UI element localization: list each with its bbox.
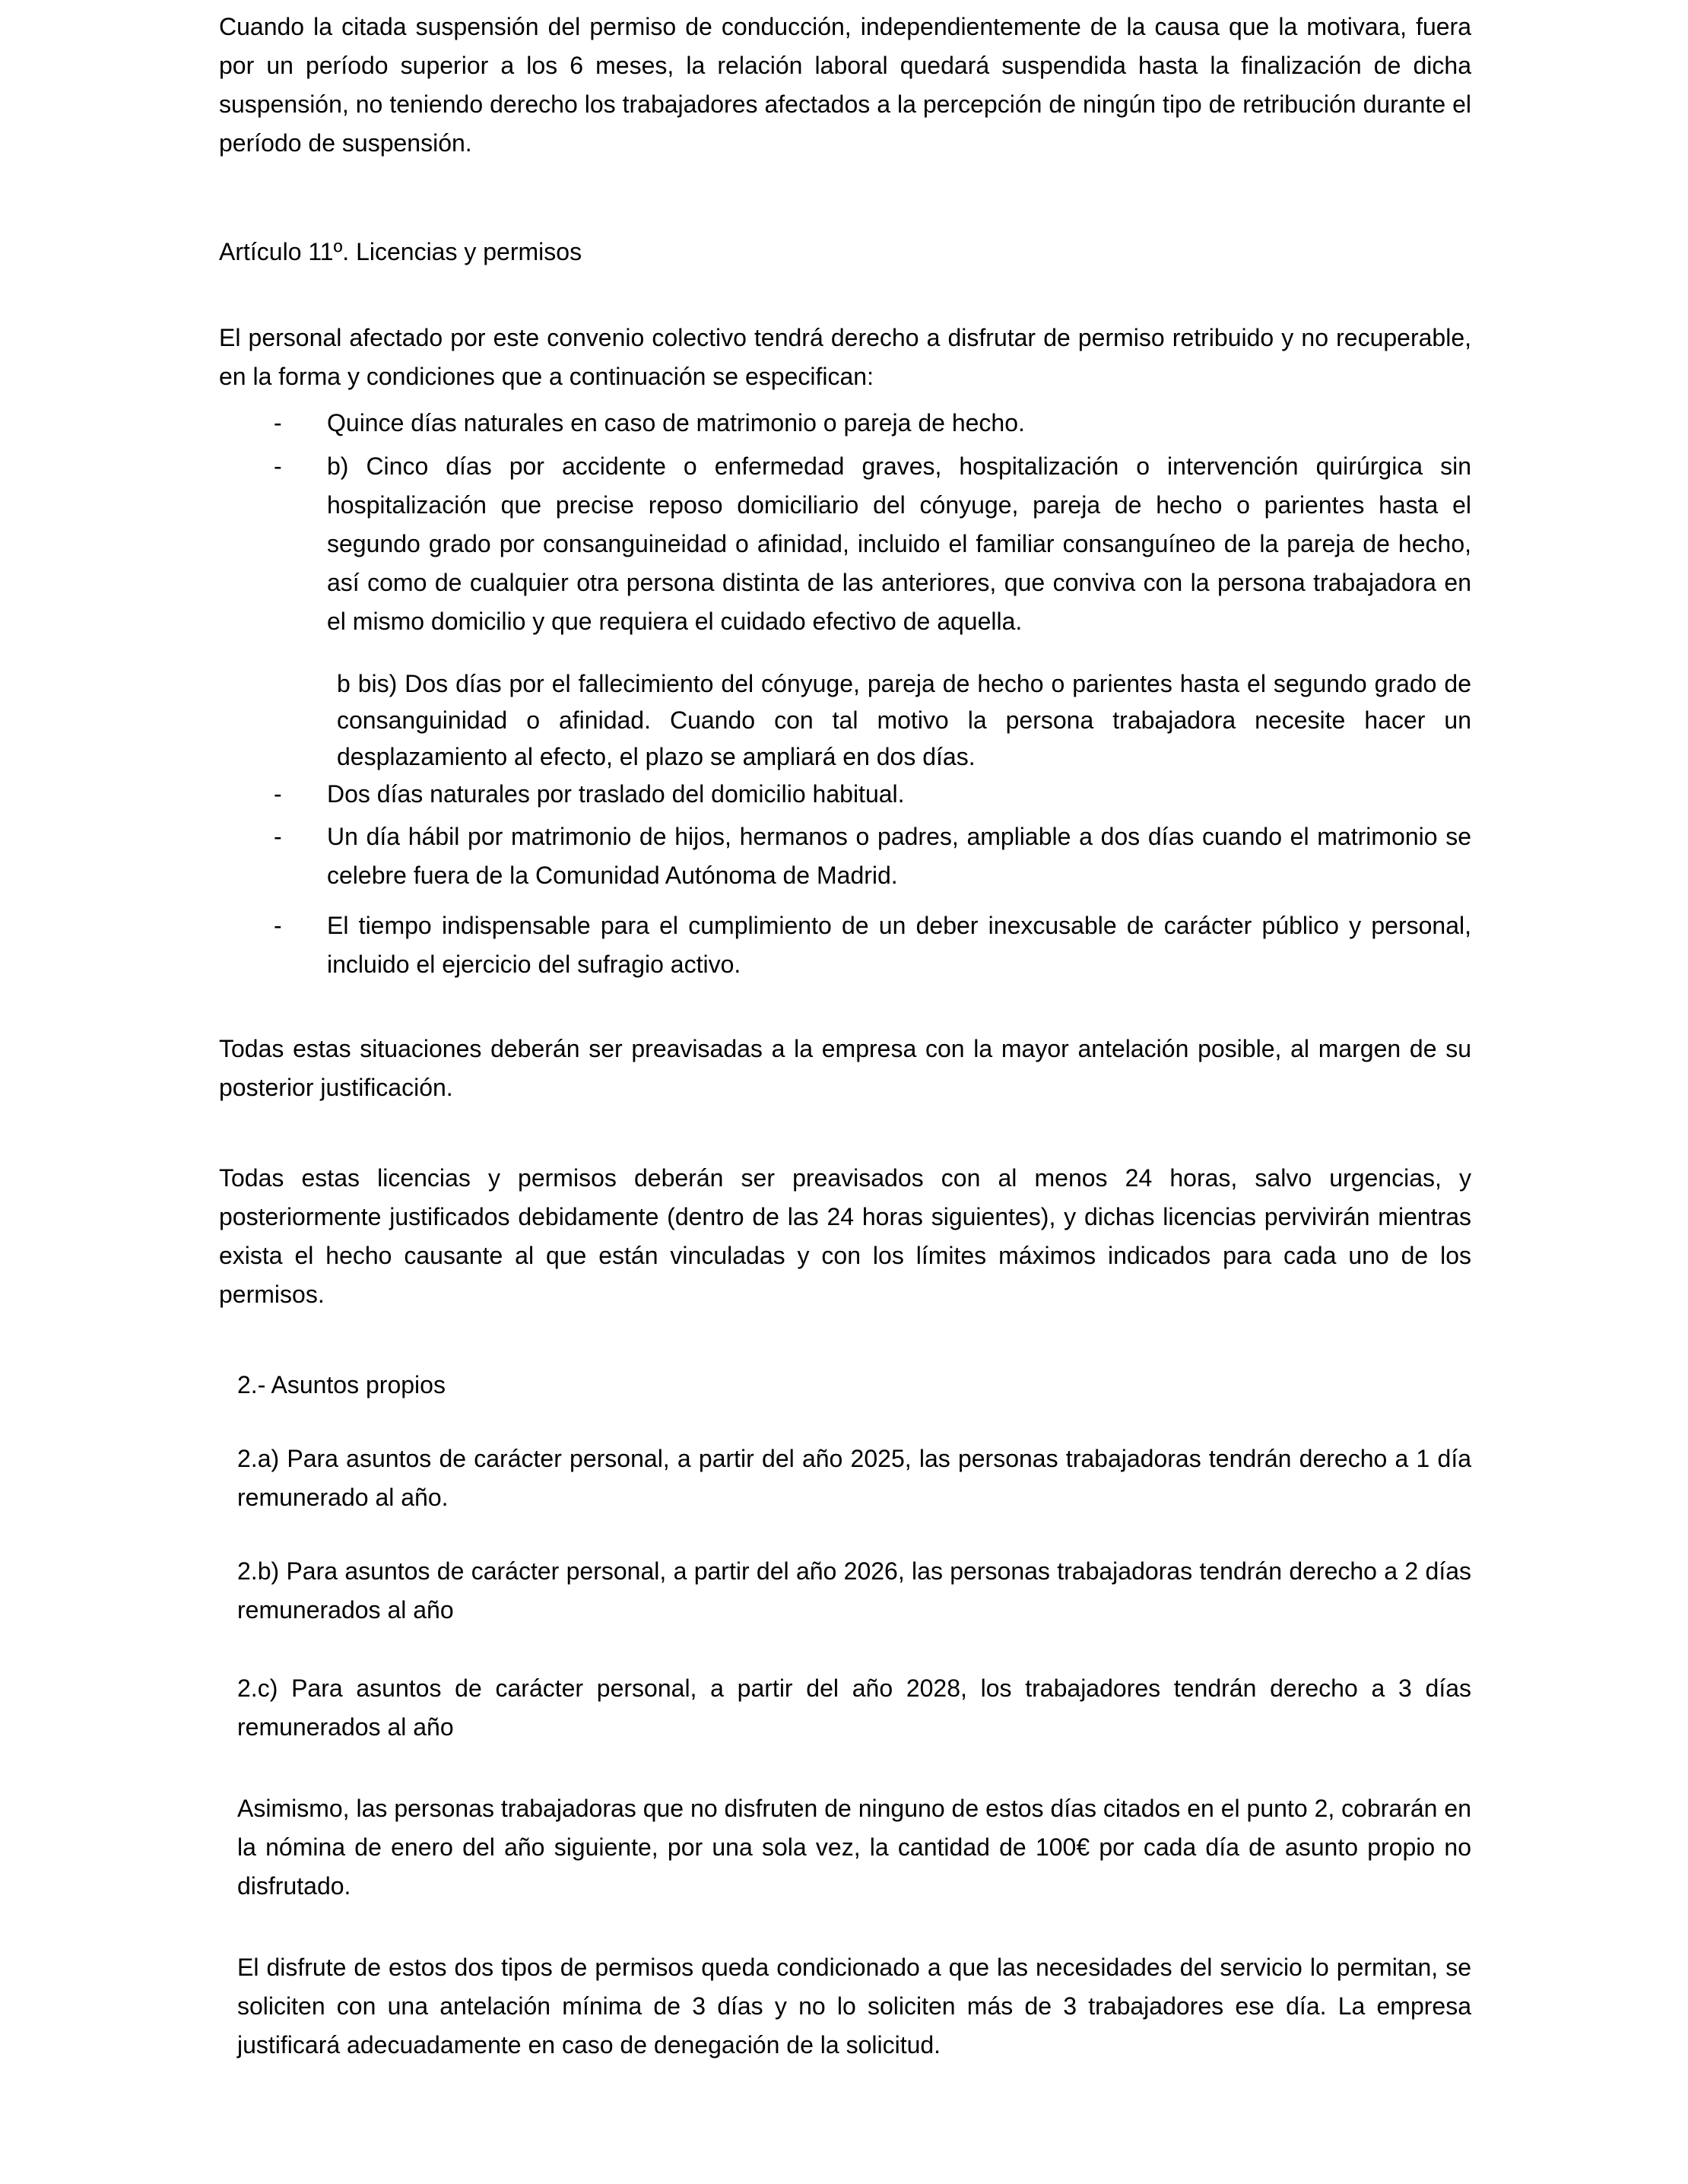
subheading-asuntos-propios: 2.- Asuntos propios <box>237 1371 446 1398</box>
paragraph-suspension-permiso-conduccion: Cuando la citada suspensión del permiso de conducción, independientemente de la causa que la motivara, fuera por un período superior a los 6 meses, la relación laboral quedará suspendida hasta la finalización de dicha suspensión, no teniendo derecho los trabajadores afectados a la percepción de ningún tipo de retribución durante el período de suspensión. <box>219 13 1471 157</box>
document-body <box>219 8 1471 2065</box>
dash-bullet: - <box>274 452 282 480</box>
dash-bullet: - <box>274 780 282 808</box>
list-item-deber-inexcusable <box>219 906 1471 984</box>
list-item-text: Quince días naturales en caso de matrimonio o pareja de hecho. <box>327 409 1025 436</box>
list-item-text: b) Cinco días por accidente o enfermedad graves, hospitalización o intervención quirúrgica sin hospitalización que precise reposo domiciliario del cónyuge, pareja de hecho o parientes hasta el segundo grado por consanguineidad o afinidad, incluido el familiar consanguíneo de la pareja de hecho, así como de cualquier otra persona distinta de las anteriores, que conviva con la persona trabajadora en el mismo domicilio y que requiera el cuidado efectivo de aquella. <box>327 452 1471 635</box>
list-item-matrimonio-familiares <box>219 817 1471 895</box>
dash-bullet: - <box>274 823 282 850</box>
paragraph-preaviso-situaciones: Todas estas situaciones deberán ser preavisadas a la empresa con la mayor antelación posible, al margen de su posterior justificación. <box>219 1035 1471 1101</box>
article-11-heading: Artículo 11º. Licencias y permisos <box>219 238 582 265</box>
paragraph-2b-2026: 2.b) Para asuntos de carácter personal, a partir del año 2026, las personas trabajadoras tendrán derecho a 2 días remunerados al año <box>237 1557 1471 1624</box>
paragraph-permiso-retribuido-intro: El personal afectado por este convenio colectivo tendrá derecho a disfrutar de permiso retribuido y no recuperable, en la forma y condiciones que a continuación se especifican: <box>219 324 1471 390</box>
paragraph-2a-2025: 2.a) Para asuntos de carácter personal, a partir del año 2025, las personas trabajadoras tendrán derecho a 1 día remunerado al año. <box>237 1445 1471 1511</box>
list-item-traslado-domicilio <box>219 775 1471 814</box>
list-subblock-b-bis-fallecimiento: b bis) Dos días por el fallecimiento del cónyuge, pareja de hecho o parientes hasta el segundo grado de consanguinidad o afinidad. Cuando con tal motivo la persona trabajadora necesite hacer un desplazamiento al efecto, el plazo se ampliará en dos días. <box>337 670 1471 770</box>
dash-bullet: - <box>274 912 282 939</box>
paragraph-condiciones-disfrute: El disfrute de estos dos tipos de permisos queda condicionado a que las necesidades del servicio lo permitan, se soliciten con una antelación mínima de 3 días y no lo soliciten más de 3 trabajadores ese día. La empresa justificará adecuadamente en caso de denegación de la solicitud. <box>237 1954 1471 2059</box>
paragraph-preaviso-24-horas: Todas estas licencias y permisos deberán ser preavisados con al menos 24 horas, salvo urgencias, y posteriormente justificados debidamente (dentro de las 24 horas siguientes), y dichas licencias pervivirán mientras exista el hecho causante al que están vinculadas y con los límites máximos indicados para cada uno de los permisos. <box>219 1164 1471 1308</box>
list-item-matrimonio <box>219 404 1471 443</box>
list-item-cinco-dias <box>219 447 1471 641</box>
list-item-text: El tiempo indispensable para el cumplimiento de un deber inexcusable de carácter público y personal, incluido el ejercicio del sufragio activo. <box>327 912 1471 978</box>
paragraph-compensacion-100-euros: Asimismo, las personas trabajadoras que no disfruten de ninguno de estos días citados en el punto 2, cobrarán en la nómina de enero del año siguiente, por una sola vez, la cantidad de 100€ por cada día de asunto propio no disfrutado. <box>237 1795 1471 1900</box>
list-item-text: Un día hábil por matrimonio de hijos, hermanos o padres, ampliable a dos días cuando el matrimonio se celebre fuera de la Comunidad Autónoma de Madrid. <box>327 823 1471 889</box>
list-item-text: Dos días naturales por traslado del domicilio habitual. <box>327 780 905 808</box>
dash-bullet: - <box>274 409 282 436</box>
paragraph-2c-2028: 2.c) Para asuntos de carácter personal, a partir del año 2028, los trabajadores tendrán derecho a 3 días remunerados al año <box>237 1675 1471 1741</box>
